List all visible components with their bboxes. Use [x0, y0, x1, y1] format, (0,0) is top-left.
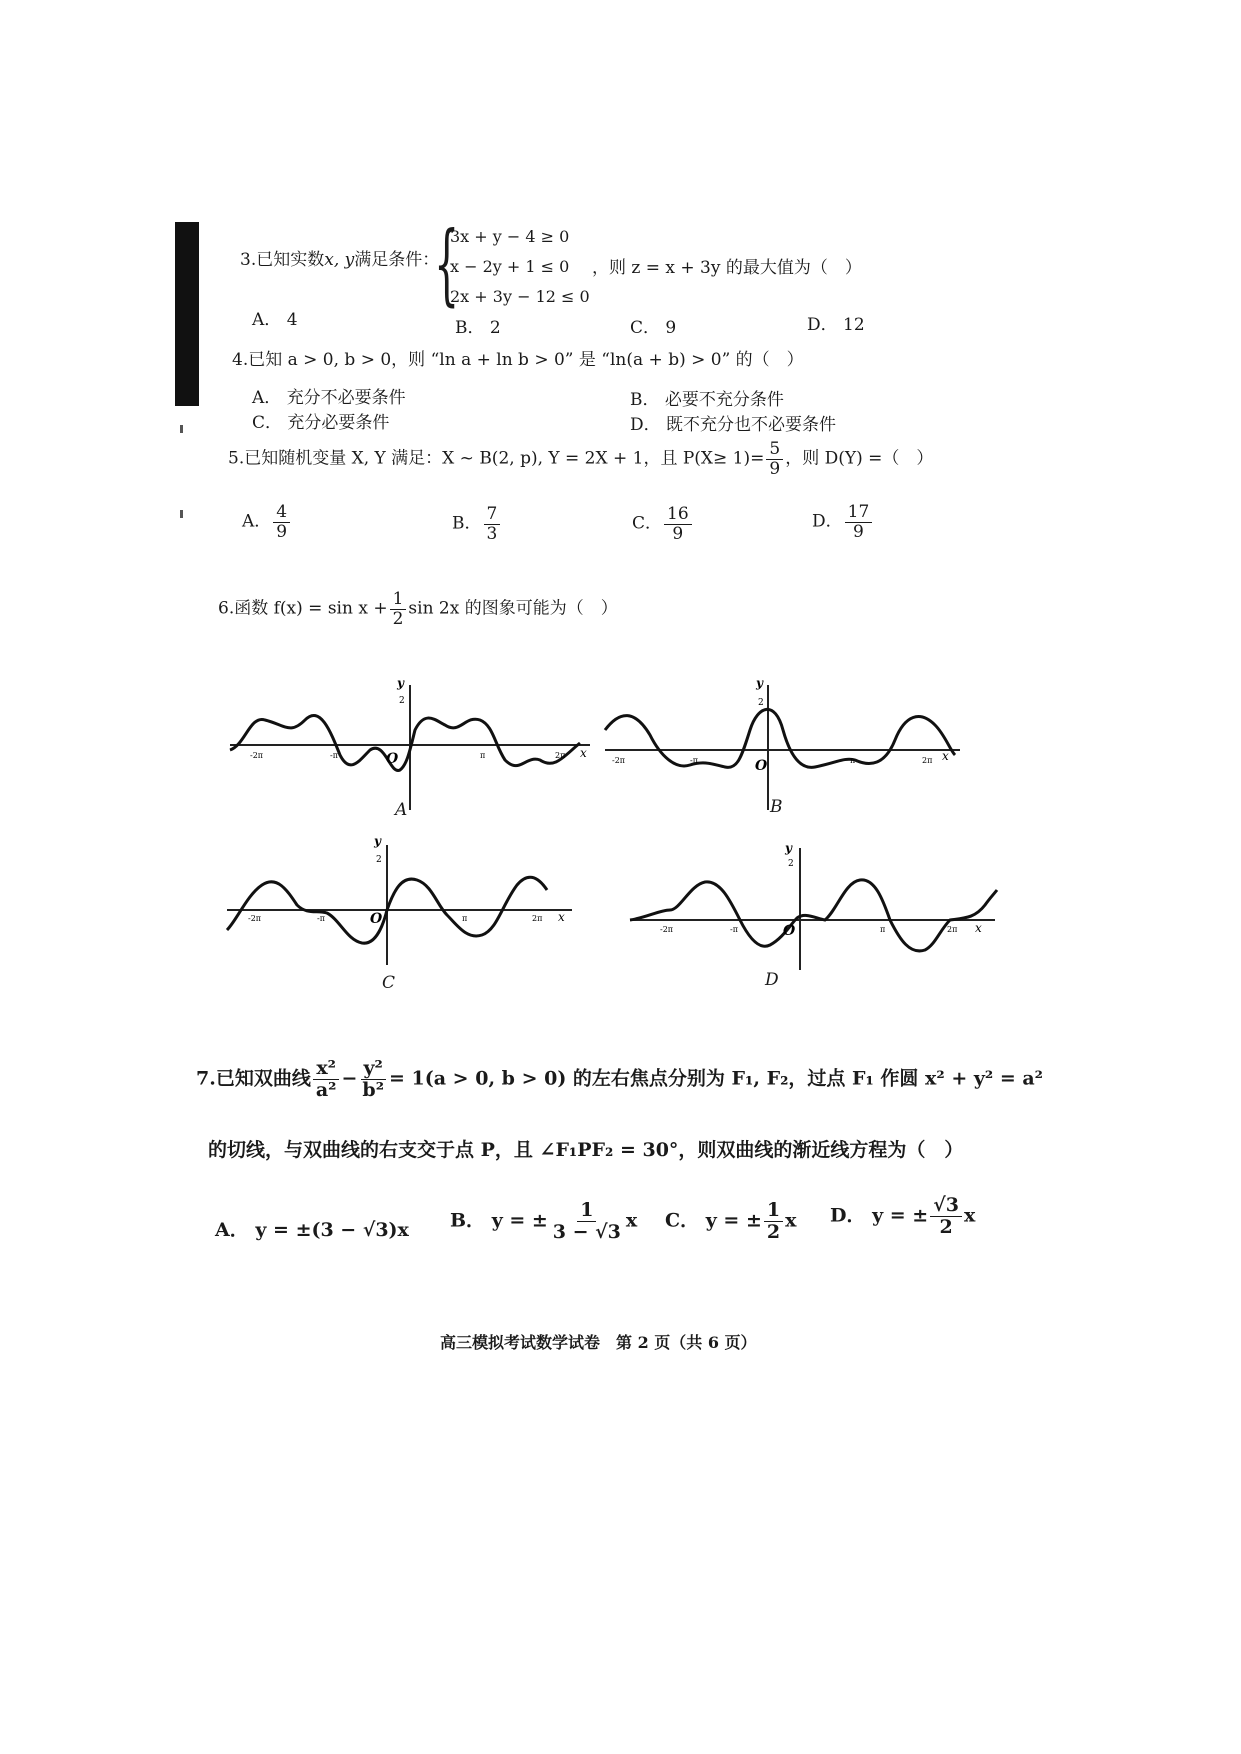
q4-option-c: C． 充分必要条件 — [252, 413, 390, 433]
q7-option-a: A． y = ±(3 − √3)x — [215, 1219, 409, 1241]
q7-option-d: D． y = ± $\frac{√3}{2}$ x — [830, 1194, 976, 1238]
q7-stem-line1: 7.已知双曲线 $\frac{\text{x²}}{\text{a²}}$ − $\frac{\text{y²}}{\text{b²}}$ = 1(a > 0, b > 0) 的左右焦点分别为 F₁, F₂，过点 F₁ 作圆 x² + y² = a² — [196, 1057, 1043, 1101]
q3-option-c: C． 9 — [630, 318, 677, 338]
graph-d — [625, 840, 1005, 980]
svg-text:x: x — [558, 910, 565, 924]
svg-text:O: O — [755, 758, 768, 774]
q4-option-a: A． 充分不必要条件 — [252, 388, 406, 408]
q4-stem: 4.已知 a > 0, b > 0，则 “ln a + ln b > 0” 是 “ln(a + b) > 0” 的（ ） — [232, 350, 804, 370]
graph-c-label: C — [382, 973, 396, 993]
svg-text:-π: -π — [730, 925, 738, 934]
q5-stem: 5.已知随机变量 X, Y 满足：X ~ B(2, p), Y = 2X + 1，且 P(X≥ 1)= $\frac{5}{9}$ ，则 D(Y) =（ ） — [228, 439, 934, 479]
svg-text:O: O — [370, 911, 383, 927]
svg-text:-π: -π — [690, 756, 698, 765]
svg-text:2π: 2π — [532, 914, 543, 923]
svg-text:π: π — [850, 756, 856, 765]
q7-option-b: B． y = ± $\frac{1}{3 - √3}$ x — [450, 1199, 638, 1243]
svg-text:-π: -π — [330, 751, 338, 760]
svg-text:x: x — [975, 921, 982, 935]
svg-text:y: y — [374, 835, 381, 848]
q5-option-c: C． $\frac{16}{9}$ — [632, 505, 694, 543]
graph-b-label: B — [770, 797, 783, 817]
q3-option-b: B． 2 — [455, 318, 501, 338]
scan-mark — [180, 425, 183, 433]
svg-text:-π: -π — [317, 914, 325, 923]
svg-text:x: x — [942, 749, 949, 763]
q3-option-d: D． 12 — [807, 315, 865, 335]
svg-text:y: y — [397, 676, 404, 690]
svg-text:2π: 2π — [555, 751, 566, 760]
svg-text:π: π — [462, 914, 468, 923]
q5-option-a: A． $\frac{4}{9}$ — [242, 503, 292, 541]
q4-option-d: D． 既不充分也不必要条件 — [630, 415, 837, 435]
q3-stem-suffix: ，则 z = x + 3y 的最大值为（ ） — [592, 258, 862, 278]
svg-text:2π: 2π — [922, 756, 933, 765]
svg-text:-2π: -2π — [248, 914, 262, 923]
svg-text:-2π: -2π — [660, 925, 674, 934]
graph-a — [225, 675, 605, 825]
svg-text:2: 2 — [788, 859, 794, 869]
svg-text:-2π: -2π — [250, 751, 264, 760]
svg-text:O: O — [783, 923, 796, 939]
svg-text:2: 2 — [758, 698, 764, 708]
svg-text:O: O — [386, 751, 399, 767]
svg-text:x: x — [580, 746, 587, 760]
svg-text:π: π — [480, 751, 486, 760]
q5-option-d: D． $\frac{17}{9}$ — [812, 503, 874, 541]
q4-option-b: B． 必要不充分条件 — [630, 390, 784, 410]
svg-text:-2π: -2π — [612, 756, 626, 765]
graph-a-label: A — [395, 800, 408, 820]
q3-conditions: 3x + y − 4 ≥ 0 x − 2y + 1 ≤ 0 2x + 3y − 12 ≤ 0 — [450, 227, 590, 306]
svg-text:2: 2 — [376, 855, 382, 865]
q3-brace: { — [434, 212, 460, 315]
svg-text:y: y — [785, 841, 792, 855]
q3-option-a: A． 4 — [252, 310, 298, 330]
graph-c — [222, 835, 582, 975]
scan-mark — [180, 510, 183, 518]
page-footer: 高三模拟考试数学试卷 第 2 页（共 6 页） — [440, 1333, 757, 1352]
scan-edge-shadow — [175, 222, 199, 406]
q6-stem: 6.函数 f(x) = sin x + $\frac{1}{2}$ sin 2x 的图象可能为（ ） — [218, 589, 618, 629]
svg-text:π: π — [880, 925, 886, 934]
svg-text:y: y — [756, 676, 763, 690]
q7-stem-line2: 的切线，与双曲线的右支交于点 P，且 ∠F₁PF₂ = 30°，则双曲线的渐近线方程为（ ） — [208, 1139, 964, 1161]
q3-stem: 3.已知实数x, y满足条件： — [240, 250, 440, 270]
graph-b — [600, 675, 970, 825]
svg-text:2: 2 — [399, 696, 405, 706]
graph-d-label: D — [765, 970, 779, 990]
svg-text:2π: 2π — [947, 925, 958, 934]
q5-option-b: B． $\frac{7}{3}$ — [452, 505, 502, 543]
q7-option-c: C． y = ± $\frac{1}{2}$ x — [665, 1199, 797, 1243]
